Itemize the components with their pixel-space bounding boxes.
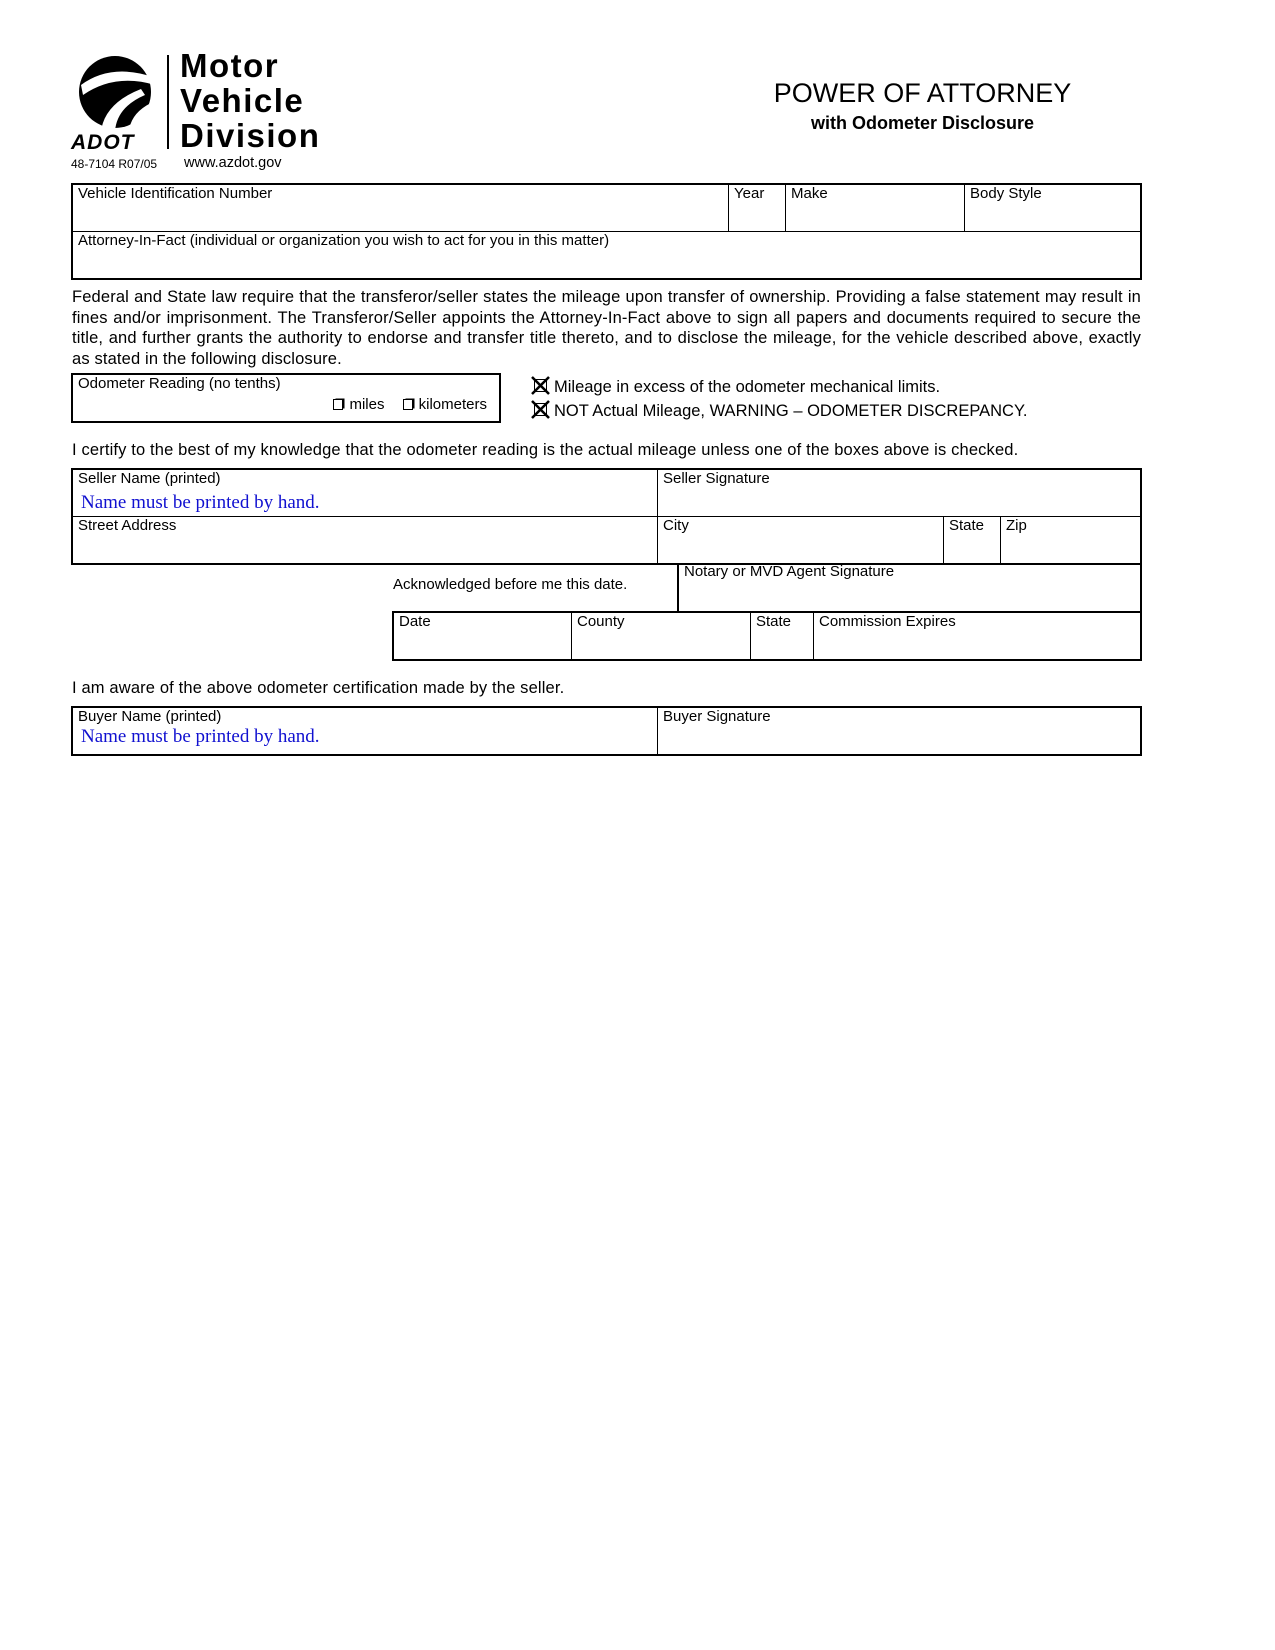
not-actual-option[interactable]	[531, 400, 1027, 421]
division-name	[180, 48, 320, 153]
division-line-3: Division	[180, 117, 321, 154]
buyer-name-value: Name must be printed by hand.	[81, 726, 320, 747]
make-field[interactable]	[785, 185, 964, 231]
notary-details-section	[392, 611, 1142, 661]
county-field[interactable]	[571, 613, 750, 659]
buyer-aware-text: I am aware of the above odometer certification made by the seller.	[72, 679, 565, 697]
buyer-name-label: Buyer Name (printed)	[78, 708, 222, 725]
notary-signature-label: Notary or MVD Agent Signature	[684, 563, 895, 580]
kilometers-checkbox-icon[interactable]	[403, 399, 413, 410]
header-divider	[167, 55, 169, 149]
street-address-label: Street Address	[78, 517, 177, 534]
odometer-reading-field[interactable]	[71, 373, 501, 423]
seller-signature-label: Seller Signature	[663, 470, 770, 487]
division-line-2: Vehicle	[180, 82, 305, 119]
odometer-label: Odometer Reading (no tenths)	[78, 375, 281, 392]
kilometers-option[interactable]	[403, 396, 487, 413]
body-style-field[interactable]	[964, 185, 1140, 231]
seller-name-label: Seller Name (printed)	[78, 470, 221, 487]
website: www.azdot.gov	[184, 155, 282, 171]
zip-field[interactable]	[1000, 517, 1140, 563]
buyer-signature-field[interactable]	[657, 708, 1140, 754]
certify-text: I certify to the best of my knowledge that the odometer reading is the actual mileage unless one of the boxes above is checked.	[72, 441, 1019, 459]
page-subtitle: with Odometer Disclosure	[810, 113, 1035, 133]
seller-name-field[interactable]	[73, 470, 657, 516]
vin-field[interactable]	[73, 185, 728, 231]
seller-state-field[interactable]	[943, 517, 1000, 563]
division-line-1: Motor	[180, 47, 280, 84]
year-field[interactable]	[728, 185, 785, 231]
buyer-section	[71, 706, 1142, 756]
attorney-in-fact-field[interactable]	[73, 232, 1140, 278]
seller-state-label: State	[949, 517, 985, 534]
mileage-excess-label: Mileage in excess of the odometer mechanical limits.	[554, 378, 941, 396]
attorney-in-fact-label: Attorney-In-Fact (individual or organization you wish to act for you in this matter)	[78, 232, 610, 249]
seller-name-value: Name must be printed by hand.	[81, 492, 320, 513]
mileage-excess-checkbox-icon[interactable]	[531, 376, 550, 395]
seller-section	[71, 468, 1142, 565]
vehicle-section	[71, 183, 1142, 280]
disclosure-paragraph: Federal and State law require that the transferor/seller states the mileage upon transfer of ownership. Providing a false statement may result in fines and/or imprisonment. The Transferor/Seller appoints the Attorney-In-Fact above to sign all papers and documents required to secure the title, and further grants the authority to endorse and transfer title thereto, and to disclose the mileage, for the vehicle described above, exactly as stated in the following disclosure.	[72, 288, 1141, 368]
adot-logo	[71, 55, 161, 154]
commission-expires-field[interactable]	[813, 613, 1140, 659]
acknowledged-text: Acknowledged before me this date.	[393, 576, 628, 593]
zip-label: Zip	[1006, 517, 1027, 534]
notary-state-field[interactable]	[750, 613, 813, 659]
miles-checkbox-icon[interactable]	[333, 399, 343, 410]
adot-logo-text: ADOT	[71, 131, 135, 154]
city-field[interactable]	[657, 517, 943, 563]
mileage-excess-option[interactable]	[531, 376, 940, 397]
notary-date-field[interactable]	[394, 613, 571, 659]
body-style-label: Body Style	[970, 185, 1042, 202]
notary-date-label: Date	[399, 613, 431, 630]
adot-emblem-icon	[71, 55, 159, 133]
make-label: Make	[791, 185, 828, 202]
buyer-name-field[interactable]	[73, 708, 657, 754]
not-actual-label: NOT Actual Mileage, WARNING – ODOMETER DISCREPANCY.	[554, 402, 1028, 420]
kilometers-label: kilometers	[418, 396, 487, 413]
city-label: City	[663, 517, 689, 534]
notary-state-label: State	[756, 613, 792, 630]
not-actual-checkbox-icon[interactable]	[531, 400, 550, 419]
commission-expires-label: Commission Expires	[819, 613, 956, 630]
page-title: POWER OF ATTORNEY	[773, 78, 1072, 108]
street-address-field[interactable]	[73, 517, 657, 563]
county-label: County	[577, 613, 625, 630]
seller-signature-field[interactable]	[657, 470, 1140, 516]
notary-signature-field[interactable]	[677, 563, 1142, 613]
miles-option[interactable]	[333, 396, 384, 413]
miles-label: miles	[349, 396, 385, 413]
vin-label: Vehicle Identification Number	[78, 185, 273, 202]
year-label: Year	[734, 185, 765, 202]
buyer-signature-label: Buyer Signature	[663, 708, 771, 725]
form-number: 48-7104 R07/05	[71, 157, 158, 171]
